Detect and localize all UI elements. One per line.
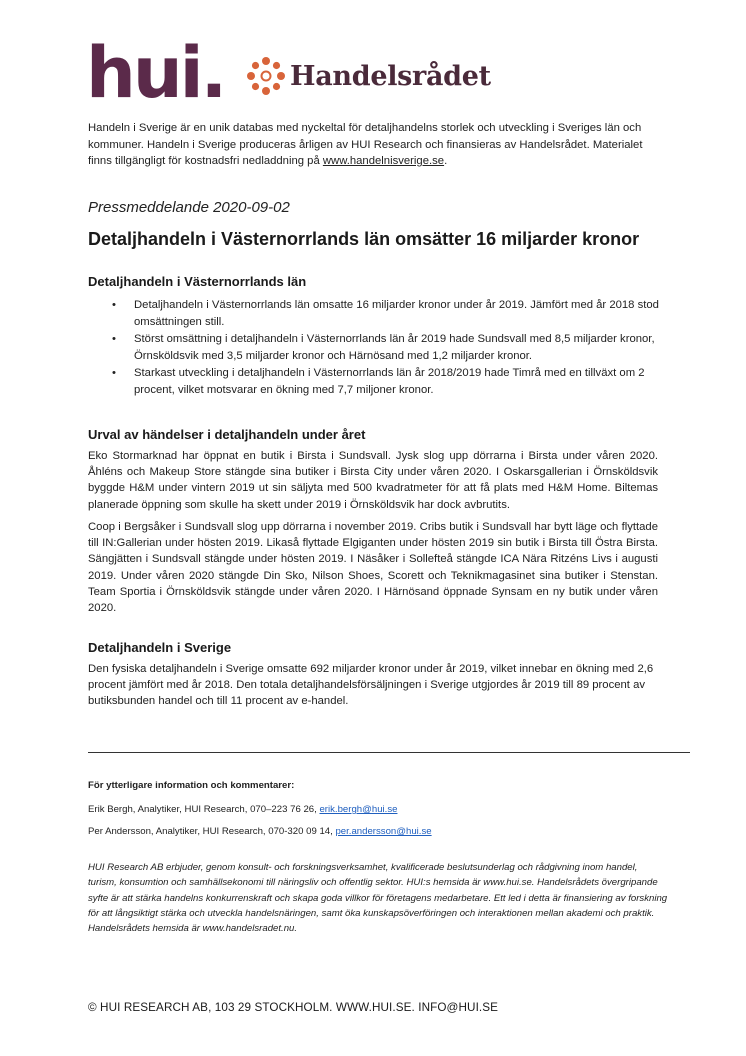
email-link-erik-bergh[interactable]: erik.bergh@hui.se [319,804,398,815]
handelsradet-logo [246,56,491,96]
hui-logo: hui. [86,32,225,114]
key-facts-list [108,297,668,399]
page-footer: © HUI RESEARCH AB, 103 29 STOCKHOLM. WWW.HUI.SE. INFO@HUI.SE [88,1001,499,1014]
divider [88,752,690,753]
contact-heading: För ytterligare information och kommentarer: [88,780,295,791]
section-heading-vasternorrland: Detaljhandeln i Västernorrlands län [88,274,307,289]
handelnisverige-link[interactable]: www.handelnisverige.se [322,155,445,167]
contact-erik-bergh [88,804,397,815]
list-item: • Störst omsättning i detaljhandeln i Västernorrlands län år 2019 hade Sundsvall med 8,5 miljarder kronor, Örnsköldsvik med 3,5 miljarder kronor och Härnösand med 1,2 miljarder kronor. [108,331,668,365]
handelsradet-wordmark: Handelsrådet [290,60,491,92]
events-paragraph-2: Coop i Bergsåker i Sundsvall slog upp dörrarna i november 2019. Cribs butik i Sundsvall har bytt läge och flyttade till IN:Gallerian under hösten 2019. Likaså flyttade Elgiganten under hösten 2019 sin butik i Birsta till Östra Birsta. Sängjätten i Sundsvall stängde under hösten 2019. I Näsåker i Sollefteå stängde ICA Nära Ritzéns Livs i augusti 2019. Under våren 2020 stängde Din Sko, Nilson Shoes, Scorett och Teknikmagasinet sina butiker i Stenstan. Team Sportia i Örnsköldsvik stängde under våren 2020. I Härnösand öppnade Synsam en ny butik under våren 2020. [88,521,658,615]
section-heading-events: Urval av händelser i detaljhandeln under året [88,427,366,442]
contact-per-andersson [88,826,432,837]
intro-text-end: . [444,155,448,167]
contact-details: Erik Bergh, Analytiker, HUI Research, 070–223 76 26, [88,804,320,815]
email-link-per-andersson[interactable]: per.andersson@hui.se [335,826,432,837]
press-headline: Detaljhandeln i Västernorrlands län omsätter 16 miljarder kronor [88,229,640,249]
intro-text: Handeln i Sverige är en unik databas med nyckeltal för detaljhandelns storlek och utveckling i Sveriges län och kommuner. Handeln i Sverige produceras årligen av HUI Research och finansieras av Handelsrådet. Materialet finns tillgängligt för kostnadsfri nedladdning på [88,122,643,167]
list-item: • Starkast utveckling i detaljhandeln i Västernorrlands län år 2018/2019 hade Timrå med en tillväxt om 2 procent, vilket motsvarar en ökning med 7,7 miljoner kronor. [108,365,668,399]
events-paragraph-1: Eko Stormarknad har öppnat en butik i Birsta i Sundsvall. Jysk slog upp dörrarna i Birsta under våren 2020. Åhléns och Makeup Store stängde sina butiker i Birsta City under våren 2020. I Oskarsgallerian i Örnsköldsvik byggde H&M under vintern 2019 ut sin säljyta med 500 kvadratmeter för att få plats med H&M Home. Biltemas planerade öppning som skulle ha skett under 2019 i Örnsköldsvik har dock avbrutits. [88,450,658,511]
about-paragraph: HUI Research AB erbjuder, genom konsult- och forskningsverksamhet, kvalificerade beslutsunderlag och rådgivning inom handel, turism, konsumtion och samhällsekonomi till näringsliv och offentlig sektor. HUI:s hemsida är www.hui.se. Handelsrådets övergripande syfte är att stärka handelns konkurrenskraft och skapa goda villkor för företagens medarbetare. Ett led i detta är finansiering av forskning för att långsiktigt stärka och utveckla handelsnäringen, samt öka kunskapsöverföringen och interaktionen mellan akademi och praktik. Handelsrådets hemsida är www.handelsradet.nu. [88,862,668,935]
header-logos [86,32,506,114]
section-heading-sverige: Detaljhandeln i Sverige [88,640,232,655]
press-release-date: Pressmeddelande 2020-09-02 [88,199,290,216]
intro-paragraph [88,120,668,170]
list-item: • Detaljhandeln i Västernorrlands län omsatte 16 miljarder kronor under år 2019. Jämfört med år 2018 stod omsättningen still. [108,297,668,331]
handelsradet-mark-icon [246,56,286,96]
contact-details: Per Andersson, Analytiker, HUI Research, 070-320 09 14, [88,826,336,837]
sverige-paragraph: Den fysiska detaljhandeln i Sverige omsatte 692 miljarder kronor under år 2019, vilket innebar en ökning med 2,6 procent jämfört med år 2018. Den totala detaljhandelsförsäljningen i Sverige utgjordes år 2019 till 89 procent av butiksbunden handel och till 11 procent av e-handel. [88,663,654,708]
